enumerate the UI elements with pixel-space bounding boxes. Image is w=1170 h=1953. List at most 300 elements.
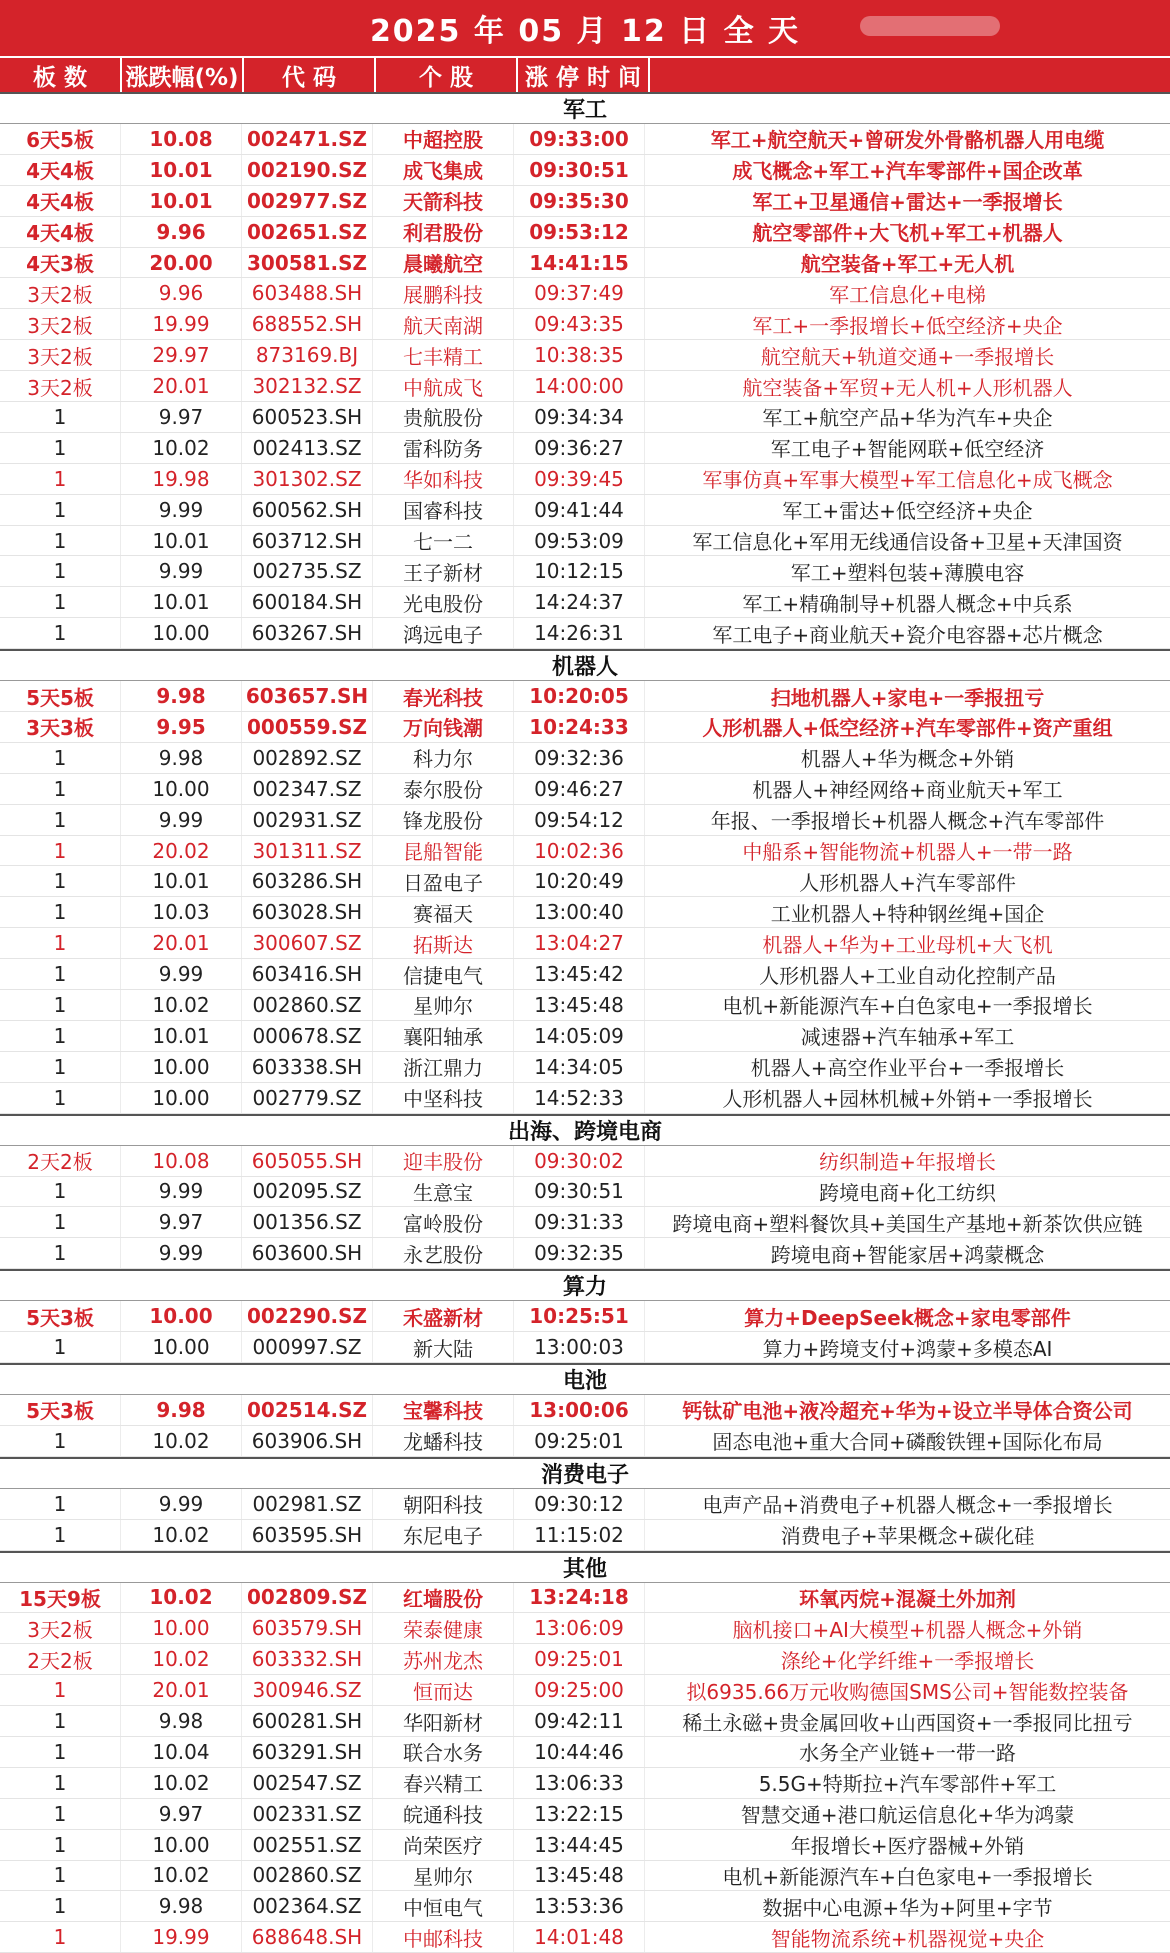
- limit-time-cell: 09:39:45: [514, 464, 645, 494]
- limit-time-cell: 14:00:00: [514, 371, 645, 401]
- stock-name-cell: 赛福天: [373, 897, 514, 927]
- code-cell: 600562.SH: [242, 495, 373, 525]
- concept-cell: 航空装备+军贸+无人机+人形机器人: [742, 375, 1073, 400]
- concept-cell: 中船系+智能物流+机器人+一带一路: [742, 840, 1073, 865]
- table-row: [0, 1644, 1170, 1675]
- change-pct-cell: 9.99: [121, 959, 242, 989]
- concept-cell: 水务全产业链+一带一路: [799, 1741, 1016, 1766]
- header-stock: 个 股: [376, 58, 518, 92]
- code-cell: 002892.SZ: [242, 743, 373, 773]
- table-row: [0, 464, 1170, 495]
- code-cell: 603028.SH: [242, 897, 373, 927]
- code-cell: 002551.SZ: [242, 1830, 373, 1860]
- board-count-cell: 6天5板: [0, 124, 121, 154]
- stock-name-cell: 永艺股份: [373, 1238, 514, 1268]
- code-cell: 603332.SH: [242, 1644, 373, 1674]
- concept-cell: 年报、一季报增长+机器人概念+汽车零部件: [710, 809, 1105, 834]
- table-row: [0, 836, 1170, 867]
- code-cell: 600184.SH: [242, 587, 373, 617]
- concept-cell: 跨境电商+塑料餐饮具+美国生产基地+新茶饮供应链: [672, 1211, 1143, 1236]
- change-pct-cell: 10.03: [121, 897, 242, 927]
- change-pct-cell: 10.02: [121, 990, 242, 1020]
- table-row: [0, 774, 1170, 805]
- concept-cell: 航空航天+轨道交通+一季报增长: [760, 344, 1055, 369]
- table-row: [0, 618, 1170, 649]
- change-pct-cell: 10.02: [121, 1520, 242, 1550]
- concept-cell: 军工+精确制导+机器人概念+中兵系: [742, 591, 1073, 616]
- board-count-cell: 1: [0, 743, 121, 773]
- limit-time-cell: 13:00:06: [514, 1395, 645, 1425]
- section-header: 其他: [0, 1551, 1170, 1583]
- code-cell: 603488.SH: [242, 278, 373, 308]
- stock-name-cell: 迎丰股份: [373, 1146, 514, 1176]
- code-cell: 002364.SZ: [242, 1891, 373, 1921]
- limit-time-cell: 09:53:12: [514, 217, 645, 247]
- concept-cell: 电声产品+消费电子+机器人概念+一季报增长: [702, 1493, 1113, 1518]
- board-count-cell: 4天4板: [0, 186, 121, 216]
- limit-time-cell: 10:02:36: [514, 836, 645, 866]
- change-pct-cell: 29.97: [121, 340, 242, 370]
- change-pct-cell: 20.01: [121, 928, 242, 958]
- stock-name-cell: 光电股份: [373, 587, 514, 617]
- column-header-row: [0, 56, 1170, 92]
- board-count-cell: 1: [0, 1052, 121, 1082]
- change-pct-cell: 20.01: [121, 1675, 242, 1705]
- stock-name-cell: 襄阳轴承: [373, 1021, 514, 1051]
- stock-name-cell: 中超控股: [373, 124, 514, 154]
- concept-cell: 军工+航空产品+华为汽车+央企: [762, 406, 1053, 431]
- stock-name-cell: 科力尔: [373, 743, 514, 773]
- limit-time-cell: 09:25:00: [514, 1675, 645, 1705]
- board-count-cell: 3天2板: [0, 278, 121, 308]
- board-count-cell: 15天9板: [0, 1583, 121, 1613]
- code-cell: 002514.SZ: [242, 1395, 373, 1425]
- table-row: [0, 1426, 1170, 1457]
- stock-name-cell: 生意宝: [373, 1177, 514, 1207]
- concept-cell: 环氧丙烷+混凝土外加剂: [799, 1586, 1016, 1611]
- limit-time-cell: 09:32:35: [514, 1238, 645, 1268]
- stock-name-cell: 锋龙股份: [373, 805, 514, 835]
- stock-name-cell: 朝阳科技: [373, 1489, 514, 1519]
- concept-cell: 人形机器人+汽车零部件: [799, 870, 1016, 895]
- board-count-cell: 1: [0, 1799, 121, 1829]
- change-pct-cell: 9.98: [121, 1891, 242, 1921]
- concept-cell: 钙钛矿电池+液冷超充+华为+设立半导体合资公司: [682, 1399, 1133, 1424]
- table-row: [0, 681, 1170, 712]
- limit-time-cell: 13:44:45: [514, 1830, 645, 1860]
- change-pct-cell: 9.97: [121, 1207, 242, 1237]
- stock-name-cell: 雷科防务: [373, 433, 514, 463]
- table-row: [0, 556, 1170, 587]
- limit-time-cell: 09:30:51: [514, 1177, 645, 1207]
- limit-time-cell: 14:24:37: [514, 587, 645, 617]
- change-pct-cell: 10.04: [121, 1737, 242, 1767]
- code-cell: 002809.SZ: [242, 1583, 373, 1613]
- board-count-cell: 1: [0, 1891, 121, 1921]
- code-cell: 603338.SH: [242, 1052, 373, 1082]
- table-row: [0, 1520, 1170, 1551]
- board-count-cell: 2天2板: [0, 1146, 121, 1176]
- limit-time-cell: 09:31:33: [514, 1207, 645, 1237]
- change-pct-cell: 20.01: [121, 371, 242, 401]
- board-count-cell: 1: [0, 402, 121, 432]
- stock-name-cell: 利君股份: [373, 217, 514, 247]
- stock-name-cell: 七丰精工: [373, 340, 514, 370]
- stock-name-cell: 龙蟠科技: [373, 1426, 514, 1456]
- table-row: [0, 1706, 1170, 1737]
- code-cell: 300581.SZ: [242, 248, 373, 278]
- board-count-cell: 5天3板: [0, 1301, 121, 1331]
- stock-name-cell: 浙江鼎力: [373, 1052, 514, 1082]
- concept-cell: 拟6935.66万元收购德国SMS公司+智能数控装备: [686, 1679, 1129, 1704]
- stock-name-cell: 七一二: [373, 526, 514, 556]
- limit-time-cell: 10:24:33: [514, 712, 645, 742]
- concept-cell: 人形机器人+低空经济+汽车零部件+资产重组: [702, 716, 1113, 741]
- concept-cell: 跨境电商+化工纺织: [819, 1180, 996, 1205]
- concept-cell: 军工信息化+电梯: [829, 282, 986, 307]
- stock-name-cell: 泰尔股份: [373, 774, 514, 804]
- board-count-cell: 1: [0, 1861, 121, 1891]
- stock-name-cell: 春光科技: [373, 681, 514, 711]
- change-pct-cell: 10.08: [121, 1146, 242, 1176]
- change-pct-cell: 10.01: [121, 526, 242, 556]
- concept-cell: 算力+DeepSeek概念+家电零部件: [744, 1305, 1071, 1330]
- table-row: [0, 1177, 1170, 1208]
- change-pct-cell: 10.00: [121, 1332, 242, 1362]
- limit-time-cell: 13:24:18: [514, 1583, 645, 1613]
- stock-name-cell: 红墙股份: [373, 1583, 514, 1613]
- table-row: [0, 1830, 1170, 1861]
- stock-name-cell: 星帅尔: [373, 1861, 514, 1891]
- table-row: [0, 866, 1170, 897]
- stock-name-cell: 成飞集成: [373, 155, 514, 185]
- table-row: [0, 155, 1170, 186]
- code-cell: 002735.SZ: [242, 556, 373, 586]
- code-cell: 605055.SH: [242, 1146, 373, 1176]
- stock-name-cell: 昆船智能: [373, 836, 514, 866]
- limit-time-cell: 11:15:02: [514, 1520, 645, 1550]
- code-cell: 300607.SZ: [242, 928, 373, 958]
- limit-time-cell: 13:06:33: [514, 1768, 645, 1798]
- code-cell: 002651.SZ: [242, 217, 373, 247]
- change-pct-cell: 10.08: [121, 124, 242, 154]
- change-pct-cell: 10.01: [121, 155, 242, 185]
- limit-time-cell: 14:41:15: [514, 248, 645, 278]
- concept-cell: 人形机器人+工业自动化控制产品: [759, 963, 1056, 988]
- board-count-cell: 1: [0, 526, 121, 556]
- concept-cell: 机器人+高空作业平台+一季报增长: [750, 1056, 1065, 1081]
- board-count-cell: 1: [0, 1426, 121, 1456]
- change-pct-cell: 19.98: [121, 464, 242, 494]
- board-count-cell: 2天2板: [0, 1644, 121, 1674]
- board-count-cell: 1: [0, 1238, 121, 1268]
- concept-cell: 机器人+华为+工业母机+大飞机: [762, 932, 1053, 957]
- code-cell: 300946.SZ: [242, 1675, 373, 1705]
- header-change-pct: 涨跌幅(%): [122, 58, 244, 92]
- stock-name-cell: 航天南湖: [373, 309, 514, 339]
- limit-time-cell: 13:06:09: [514, 1613, 645, 1643]
- board-count-cell: 1: [0, 805, 121, 835]
- table-row: [0, 1675, 1170, 1706]
- board-count-cell: 1: [0, 990, 121, 1020]
- code-cell: 002547.SZ: [242, 1768, 373, 1798]
- change-pct-cell: 10.01: [121, 1021, 242, 1051]
- board-count-cell: 1: [0, 587, 121, 617]
- stock-name-cell: 国睿科技: [373, 495, 514, 525]
- code-cell: 000559.SZ: [242, 712, 373, 742]
- board-count-cell: 1: [0, 1768, 121, 1798]
- concept-cell: 数据中心电源+华为+阿里+字节: [762, 1895, 1053, 1920]
- limit-time-cell: 14:05:09: [514, 1021, 645, 1051]
- board-count-cell: 3天2板: [0, 309, 121, 339]
- limit-time-cell: 09:34:34: [514, 402, 645, 432]
- limit-time-cell: 09:33:00: [514, 124, 645, 154]
- stock-name-cell: 中坚科技: [373, 1083, 514, 1113]
- concept-cell: 电机+新能源汽车+白色家电+一季报增长: [722, 994, 1093, 1019]
- change-pct-cell: 9.95: [121, 712, 242, 742]
- code-cell: 001356.SZ: [242, 1207, 373, 1237]
- stock-name-cell: 荣泰健康: [373, 1613, 514, 1643]
- limit-time-cell: 14:01:48: [514, 1922, 645, 1952]
- code-cell: 603600.SH: [242, 1238, 373, 1268]
- table-row: [0, 1146, 1170, 1177]
- concept-cell: 5.5G+特斯拉+汽车零部件+军工: [758, 1772, 1057, 1797]
- code-cell: 000678.SZ: [242, 1021, 373, 1051]
- board-count-cell: 3天3板: [0, 712, 121, 742]
- code-cell: 603657.SH: [242, 681, 373, 711]
- concept-cell: 人形机器人+园林机械+外销+一季报增长: [722, 1087, 1093, 1112]
- code-cell: 002860.SZ: [242, 990, 373, 1020]
- code-cell: 600523.SH: [242, 402, 373, 432]
- code-cell: 688552.SH: [242, 309, 373, 339]
- change-pct-cell: 10.00: [121, 1052, 242, 1082]
- concept-cell: 成飞概念+军工+汽车零部件+国企改革: [732, 159, 1083, 184]
- limit-time-cell: 13:45:48: [514, 1861, 645, 1891]
- code-cell: 603286.SH: [242, 866, 373, 896]
- limit-time-cell: 09:30:51: [514, 155, 645, 185]
- concept-cell: 军工+雷达+低空经济+央企: [782, 499, 1033, 524]
- change-pct-cell: 9.99: [121, 1177, 242, 1207]
- limit-time-cell: 09:32:36: [514, 743, 645, 773]
- code-cell: 002347.SZ: [242, 774, 373, 804]
- limit-time-cell: 09:35:30: [514, 186, 645, 216]
- limit-time-cell: 13:04:27: [514, 928, 645, 958]
- board-count-cell: 1: [0, 618, 121, 648]
- code-cell: 002977.SZ: [242, 186, 373, 216]
- board-count-cell: 1: [0, 1332, 121, 1362]
- stock-name-cell: 联合水务: [373, 1737, 514, 1767]
- code-cell: 603712.SH: [242, 526, 373, 556]
- limit-time-cell: 13:00:03: [514, 1332, 645, 1362]
- stock-name-cell: 中航成飞: [373, 371, 514, 401]
- change-pct-cell: 9.98: [121, 681, 242, 711]
- limit-time-cell: 10:44:46: [514, 1737, 645, 1767]
- change-pct-cell: 10.01: [121, 186, 242, 216]
- table-row: [0, 805, 1170, 836]
- change-pct-cell: 9.99: [121, 1238, 242, 1268]
- board-count-cell: 1: [0, 1083, 121, 1113]
- concept-cell: 军工+一季报增长+低空经济+央企: [752, 313, 1063, 338]
- table-row: [0, 1583, 1170, 1614]
- concept-cell: 机器人+华为概念+外销: [800, 747, 1015, 772]
- board-count-cell: 1: [0, 897, 121, 927]
- concept-cell: 机器人+神经网络+商业航天+军工: [752, 778, 1063, 803]
- table-row: [0, 526, 1170, 557]
- table-row: [0, 990, 1170, 1021]
- code-cell: 002095.SZ: [242, 1177, 373, 1207]
- table-row: [0, 248, 1170, 279]
- change-pct-cell: 10.02: [121, 1861, 242, 1891]
- code-cell: 603906.SH: [242, 1426, 373, 1456]
- code-cell: 002290.SZ: [242, 1301, 373, 1331]
- table-title: 2025 年 05 月 12 日 全 天: [0, 0, 1170, 56]
- board-count-cell: 1: [0, 928, 121, 958]
- limit-time-cell: 14:52:33: [514, 1083, 645, 1113]
- concept-cell: 减速器+汽车轴承+军工: [800, 1025, 1015, 1050]
- limit-time-cell: 13:22:15: [514, 1799, 645, 1829]
- limit-time-cell: 09:36:27: [514, 433, 645, 463]
- change-pct-cell: 19.99: [121, 1922, 242, 1952]
- board-count-cell: 1: [0, 433, 121, 463]
- table-body: [0, 92, 1170, 1953]
- limit-time-cell: 09:30:12: [514, 1489, 645, 1519]
- stock-name-cell: 春兴精工: [373, 1768, 514, 1798]
- table-row: [0, 1768, 1170, 1799]
- limit-time-cell: 09:25:01: [514, 1644, 645, 1674]
- stock-name-cell: 华如科技: [373, 464, 514, 494]
- concept-cell: 军工+航空航天+曾研发外骨骼机器人用电缆: [710, 128, 1105, 153]
- table-row: [0, 309, 1170, 340]
- code-cell: 603267.SH: [242, 618, 373, 648]
- change-pct-cell: 10.00: [121, 1830, 242, 1860]
- table-row: [0, 1737, 1170, 1768]
- change-pct-cell: 9.98: [121, 743, 242, 773]
- table-row: [0, 959, 1170, 990]
- limit-time-cell: 09:54:12: [514, 805, 645, 835]
- stock-name-cell: 贵航股份: [373, 402, 514, 432]
- concept-cell: 脑机接口+AI大模型+机器人概念+外销: [732, 1617, 1083, 1642]
- table-row: [0, 1207, 1170, 1238]
- limit-time-cell: 09:53:09: [514, 526, 645, 556]
- board-count-cell: 3天2板: [0, 371, 121, 401]
- table-row: [0, 712, 1170, 743]
- change-pct-cell: 10.02: [121, 1644, 242, 1674]
- table-row: [0, 1332, 1170, 1363]
- stock-name-cell: 拓斯达: [373, 928, 514, 958]
- board-count-cell: 1: [0, 1177, 121, 1207]
- concept-cell: 军事仿真+军事大模型+军工信息化+成飞概念: [702, 468, 1113, 493]
- board-count-cell: 3天2板: [0, 340, 121, 370]
- limit-time-cell: 09:30:02: [514, 1146, 645, 1176]
- code-cell: 302132.SZ: [242, 371, 373, 401]
- stock-name-cell: 皖通科技: [373, 1799, 514, 1829]
- concept-cell: 军工电子+智能网联+低空经济: [770, 437, 1045, 462]
- code-cell: 301311.SZ: [242, 836, 373, 866]
- table-row: [0, 371, 1170, 402]
- change-pct-cell: 10.01: [121, 587, 242, 617]
- code-cell: 002981.SZ: [242, 1489, 373, 1519]
- stock-name-cell: 富岭股份: [373, 1207, 514, 1237]
- change-pct-cell: 9.99: [121, 805, 242, 835]
- limit-time-cell: 09:25:01: [514, 1426, 645, 1456]
- section-header: 电池: [0, 1363, 1170, 1395]
- table-row: [0, 1301, 1170, 1332]
- change-pct-cell: 9.96: [121, 278, 242, 308]
- concept-cell: 智慧交通+港口航运信息化+华为鸿蒙: [740, 1803, 1075, 1828]
- board-count-cell: 1: [0, 774, 121, 804]
- concept-cell: 消费电子+苹果概念+碳化硅: [780, 1524, 1035, 1549]
- limit-time-cell: 09:42:11: [514, 1706, 645, 1736]
- limit-time-cell: 09:41:44: [514, 495, 645, 525]
- section-header: 消费电子: [0, 1457, 1170, 1489]
- code-cell: 002331.SZ: [242, 1799, 373, 1829]
- code-cell: 603291.SH: [242, 1737, 373, 1767]
- board-count-cell: 1: [0, 959, 121, 989]
- limit-time-cell: 10:12:15: [514, 556, 645, 586]
- change-pct-cell: 10.02: [121, 1768, 242, 1798]
- section-header: 军工: [0, 92, 1170, 124]
- board-count-cell: 1: [0, 1830, 121, 1860]
- board-count-cell: 1: [0, 1207, 121, 1237]
- limit-time-cell: 09:37:49: [514, 278, 645, 308]
- board-count-cell: 1: [0, 464, 121, 494]
- stock-name-cell: 王子新材: [373, 556, 514, 586]
- code-cell: 688648.SH: [242, 1922, 373, 1952]
- change-pct-cell: 10.00: [121, 1083, 242, 1113]
- concept-cell: 年报增长+医疗器械+外销: [790, 1834, 1025, 1859]
- limit-time-cell: 13:45:48: [514, 990, 645, 1020]
- code-cell: 002471.SZ: [242, 124, 373, 154]
- table-row: [0, 1395, 1170, 1426]
- table-row: [0, 897, 1170, 928]
- change-pct-cell: 20.02: [121, 836, 242, 866]
- code-cell: 603416.SH: [242, 959, 373, 989]
- board-count-cell: 1: [0, 866, 121, 896]
- stock-name-cell: 新大陆: [373, 1332, 514, 1362]
- code-cell: 301302.SZ: [242, 464, 373, 494]
- stock-name-cell: 恒而达: [373, 1675, 514, 1705]
- stock-name-cell: 星帅尔: [373, 990, 514, 1020]
- table-row: [0, 402, 1170, 433]
- board-count-cell: 3天2板: [0, 1613, 121, 1643]
- code-cell: 603579.SH: [242, 1613, 373, 1643]
- board-count-cell: 1: [0, 1489, 121, 1519]
- change-pct-cell: 9.99: [121, 495, 242, 525]
- table-row: [0, 1613, 1170, 1644]
- table-row: [0, 587, 1170, 618]
- stock-name-cell: 信捷电气: [373, 959, 514, 989]
- table-row: [0, 1922, 1170, 1953]
- limit-time-cell: 13:45:42: [514, 959, 645, 989]
- change-pct-cell: 10.00: [121, 1613, 242, 1643]
- stock-name-cell: 日盈电子: [373, 866, 514, 896]
- section-header: 出海、跨境电商: [0, 1114, 1170, 1146]
- code-cell: 000997.SZ: [242, 1332, 373, 1362]
- stock-name-cell: 鸿远电子: [373, 618, 514, 648]
- change-pct-cell: 9.99: [121, 556, 242, 586]
- code-cell: 002860.SZ: [242, 1861, 373, 1891]
- concept-cell: 扫地机器人+家电+一季报扭亏: [770, 685, 1045, 710]
- board-count-cell: 4天3板: [0, 248, 121, 278]
- concept-cell: 纺织制造+年报增长: [819, 1150, 996, 1175]
- code-cell: 002413.SZ: [242, 433, 373, 463]
- change-pct-cell: 9.98: [121, 1395, 242, 1425]
- section-header: 机器人: [0, 649, 1170, 681]
- limit-time-cell: 13:00:40: [514, 897, 645, 927]
- concept-cell: 航空零部件+大飞机+军工+机器人: [752, 221, 1063, 246]
- board-count-cell: 1: [0, 1520, 121, 1550]
- limit-time-cell: 09:43:35: [514, 309, 645, 339]
